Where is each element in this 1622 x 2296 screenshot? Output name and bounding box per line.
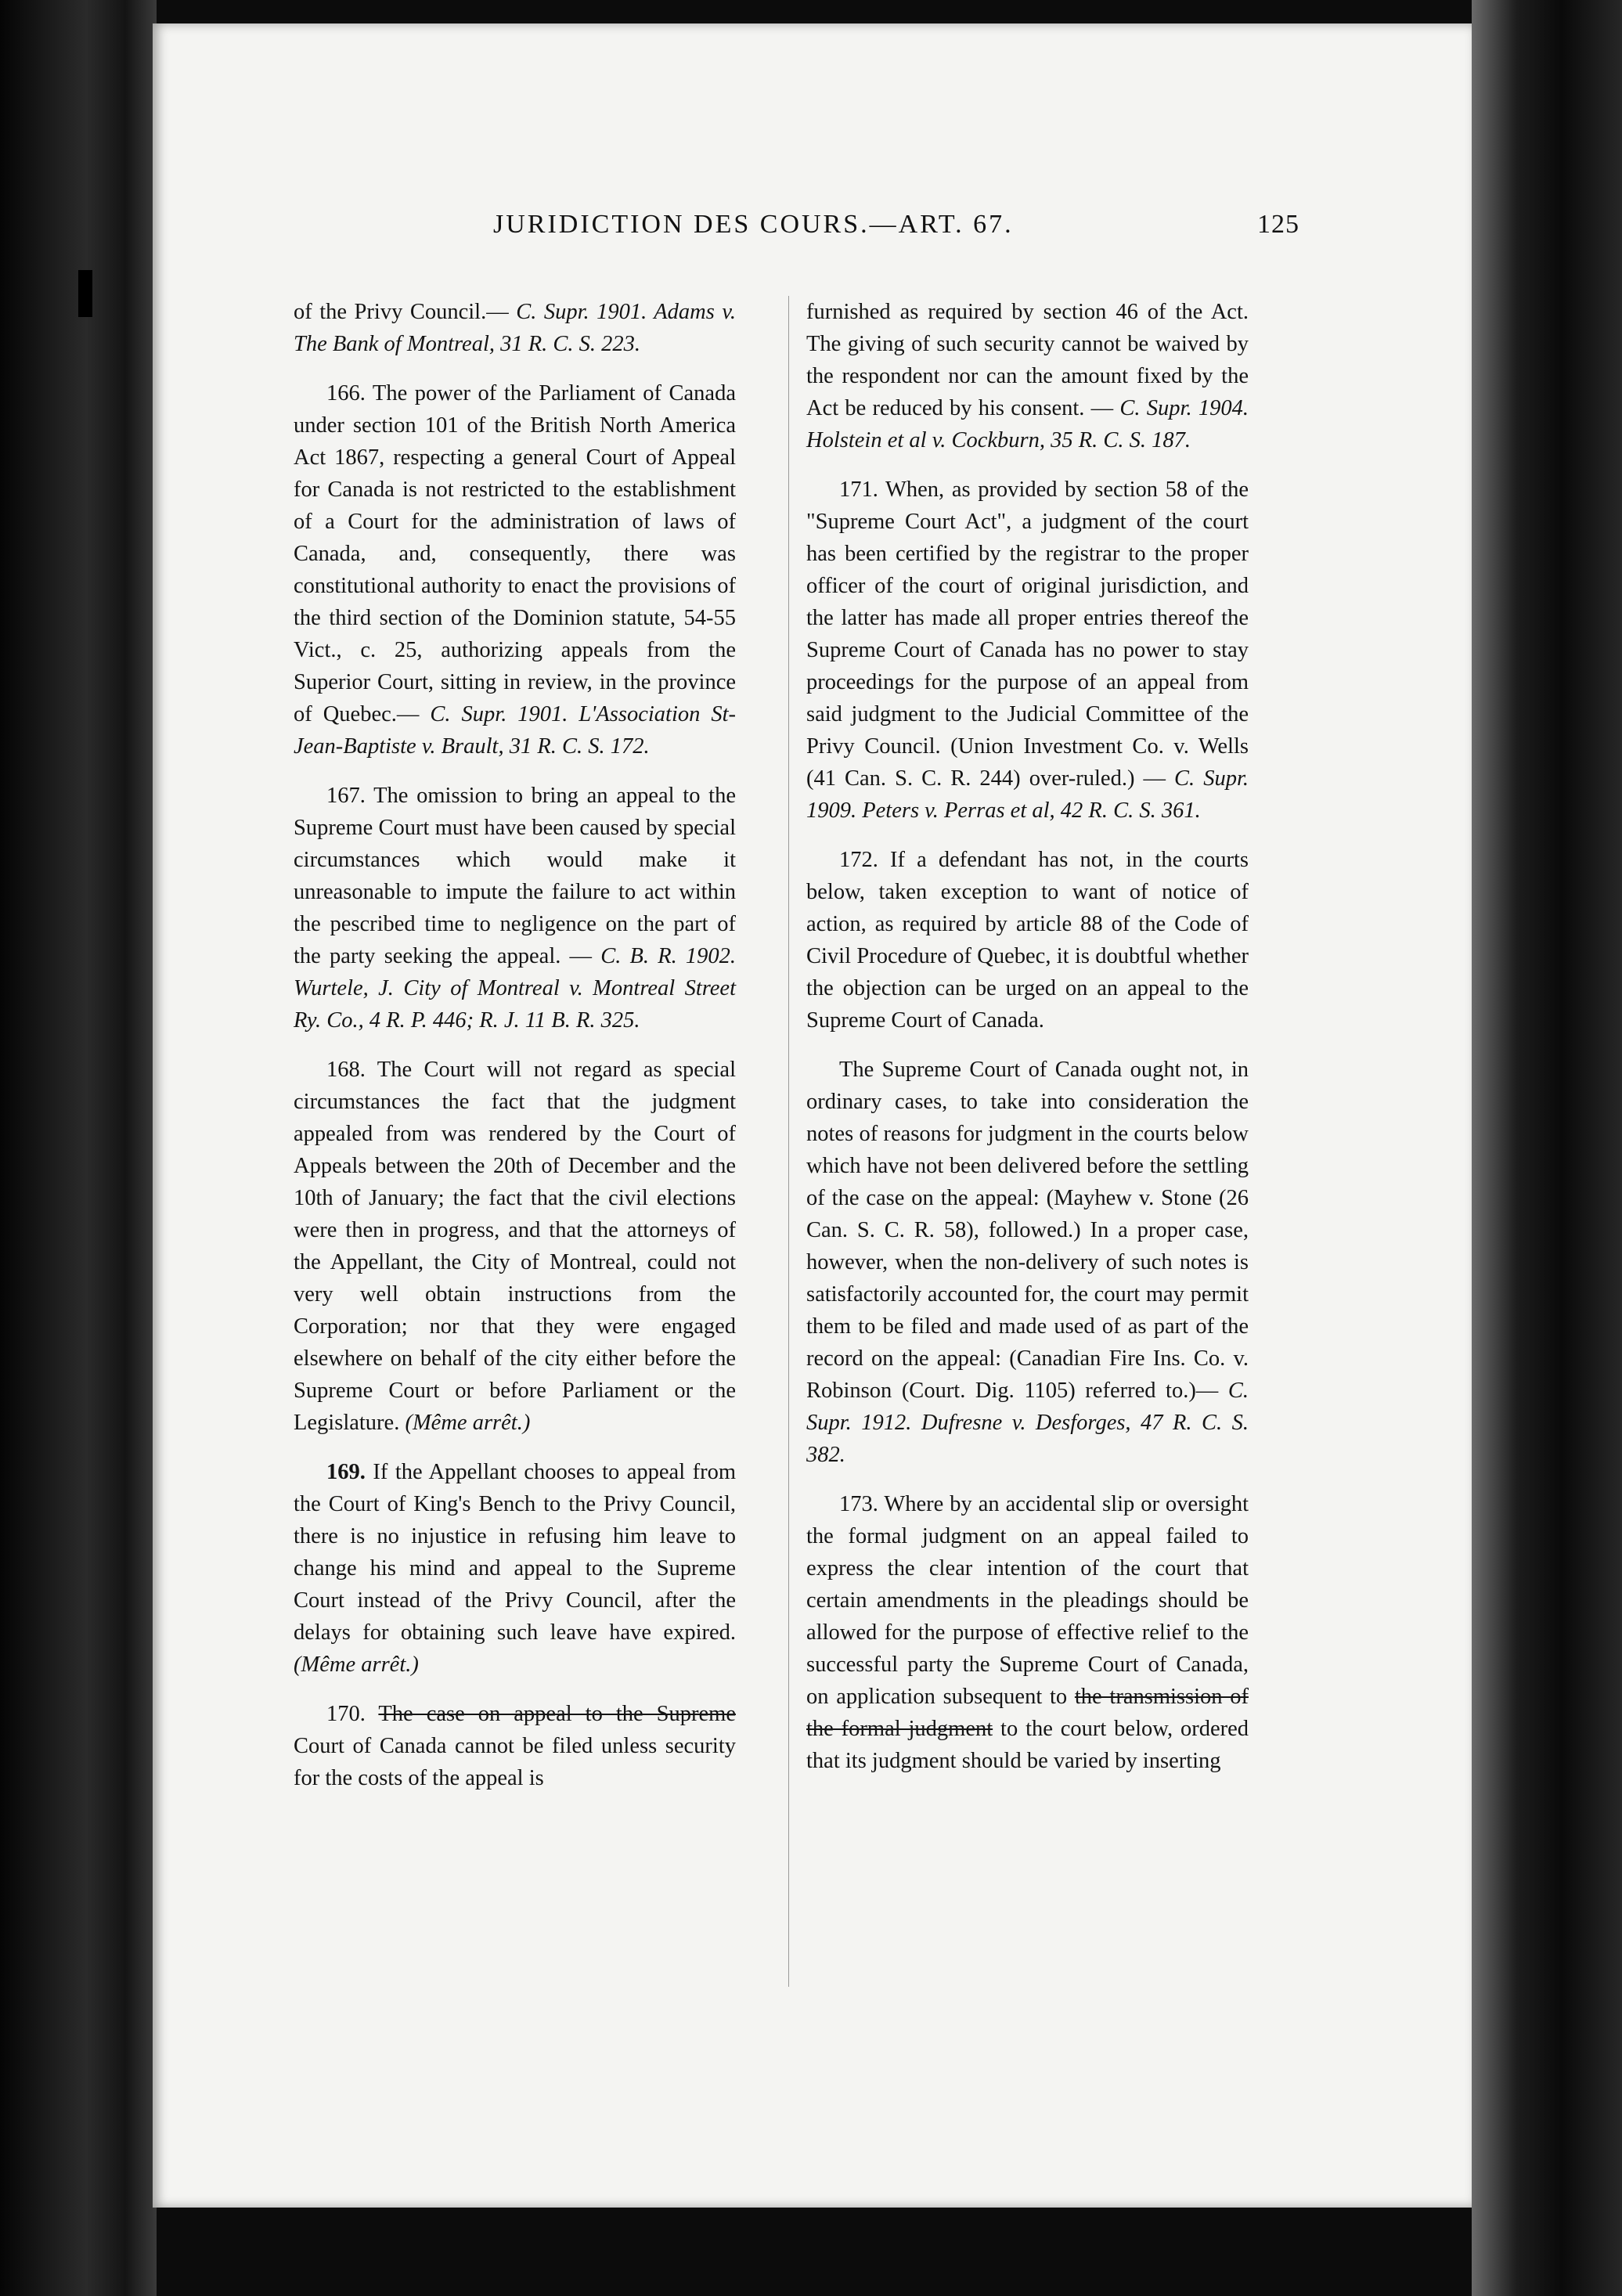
paragraph-170 <box>294 1698 736 1794</box>
citation: C. B. R. 1902. Wurtele, J. City of Montreal v. Montreal Street Ry. Co., 4 R. P. 446; R. J. 11 B. R. 325. <box>294 944 737 1033</box>
citation: (Même arrêt.) <box>405 1411 531 1435</box>
book-spine-left <box>0 0 157 2296</box>
struck-text: the transmission of the formal judgment <box>806 1685 1249 1741</box>
left-column <box>294 296 736 1811</box>
page-number: 125 <box>1257 210 1299 239</box>
paragraph-number: 166. <box>326 381 366 405</box>
paragraph-166 <box>294 377 736 762</box>
paragraph-172 <box>806 844 1249 1036</box>
paragraph-173 <box>806 1488 1249 1777</box>
paragraph-text: If a defendant has not, in the courts below, taken exception to want of notice of action, as required by article 88 of the Code of Civil Procedure of Quebec, it is doubtful whether the objection can be urged on an appeal to the Supreme Court of Canada. <box>806 848 1249 1033</box>
book-edge-right <box>1472 0 1622 2296</box>
running-head-title: JURIDICTION DES COURS.—ART. 67. <box>493 210 1014 239</box>
paragraph-number: 171. <box>839 478 878 502</box>
paragraph-172-continued <box>806 1054 1249 1471</box>
paragraph-text: The Supreme Court of Canada ought not, in ordinary cases, to take into consideration the notes of reasons for judgment in the courts below which have not been delivered before the settling of the case on the appeal: (Mayhew v. Stone (26 Can. S. C. R. 58), followed.) In a proper case, however, when the non-delivery of such notes is satisfactorily accounted for, the court may permit them to be filed and made used of as part of the record on the appeal: (Canadian Fire Ins. Co. v. Robinson (Court. Dig. 1105) referred to.)— <box>806 1058 1249 1403</box>
citation: C. Supr. 1901. Adams v. The Bank of Montreal, 31 R. C. S. 223. <box>294 300 736 356</box>
paragraph-continued <box>806 296 1249 456</box>
paragraph-167 <box>294 780 736 1036</box>
paragraph-number: 172. <box>839 848 878 872</box>
paragraph-number: 170. <box>326 1702 366 1726</box>
paragraph-text: Where by an accidental slip or oversight the formal judgment on an appeal failed to express the clear intention of the court that certain amendments in the pleadings should be allowed for the purpose of effective relief to the successful party the Supreme Court of Canada, on application subsequent to <box>806 1492 1249 1709</box>
paragraph-text: When, as provided by section 58 of the "Supreme Court Act", a judgment of the court has been certified by the registrar to the proper officer of the court of original jurisdiction, and the latter has made all proper entries thereof the Supreme Court of Canada has no power to stay proceedings for the purpose of an appeal from said judgment to the Judicial Committee of the Privy Council. (Union Investment Co. v. Wells (41 Can. S. C. R. 244) over-ruled.) — <box>806 478 1249 791</box>
paragraph-168 <box>294 1054 736 1439</box>
citation: C. Supr. 1904. Holstein et al v. Cockburn, 35 R. C. S. 187. <box>806 396 1249 452</box>
paragraph-text-after: to the court below, ordered that its judgment should be varied by inserting <box>806 1717 1249 1773</box>
paragraph-text: If the Appellant chooses to appeal from the Court of King's Bench to the Privy Council, there is no injustice in refusing him leave to change his mind and appeal to the Supreme Court instead of the Privy Council, after the delays for obtaining such leave have expired. <box>294 1460 737 1645</box>
paragraph-text: The power of the Parliament of Canada under section 101 of the British North America Act 1867, respecting a general Court of Appeal for Canada is not restricted to the establishment of a Court for the administration of laws of Canada, and, consequently, there was constitutional authority to enact the provisions of the third section of the Dominion statute, 54-55 Vict., c. 25, authorizing appeals from the Superior Court, sitting in review, in the province of Quebec.— <box>294 381 736 726</box>
paragraph-number: 169. <box>326 1460 366 1484</box>
paragraph-text: Court of Canada cannot be filed unless security for the costs of the appeal is <box>294 1734 736 1790</box>
paragraph-text: of the Privy Council.— <box>294 300 509 324</box>
citation: C. Supr. 1901. L'Association St-Jean-Baptiste v. Brault, 31 R. C. S. 172. <box>294 702 737 759</box>
paragraph-text: The omission to bring an appeal to the Supreme Court must have been caused by special circumstances which would make it unreasonable to impute the failure to act within the pescribed time to negligence on the part of the party seeking the appeal. — <box>294 784 736 968</box>
right-column <box>806 296 1249 1794</box>
paragraph-number: 173. <box>839 1492 878 1516</box>
paragraph-text: The Court will not regard as special circumstances the fact that the judgment appealed from was rendered by the Court of Appeals between the 20th of December and the 10th of January; the fact that the civil elections were then in progress, and that the attorneys of the Appellant, the City of Montreal, could not very well obtain instructions from the Corporation; nor that they were engaged elsewhere on behalf of the city either before the Supreme Court or before Parliament or the Legislature. <box>294 1058 736 1435</box>
paragraph-text: furnished as required by section 46 of the Act. The giving of such security cannot be waived by the respondent nor can the amount fixed by the Act be reduced by his consent. — <box>806 300 1249 420</box>
paragraph-169 <box>294 1456 736 1681</box>
paragraph-171 <box>806 474 1249 827</box>
citation: (Même arrêt.) <box>294 1653 419 1677</box>
struck-text: The case on appeal to the Supreme <box>378 1702 736 1726</box>
paragraph-number: 168. <box>326 1058 366 1082</box>
spine-mark <box>78 270 92 317</box>
running-head <box>493 210 1299 249</box>
paragraph-continued <box>294 296 736 360</box>
citation: C. Supr. 1909. Peters v. Perras et al, 42 R. C. S. 361. <box>806 766 1249 823</box>
paragraph-number: 167. <box>326 784 366 808</box>
column-rule <box>788 296 789 1987</box>
citation: C. Supr. 1912. Dufresne v. Desforges, 47 R. C. S. 382. <box>806 1379 1249 1467</box>
